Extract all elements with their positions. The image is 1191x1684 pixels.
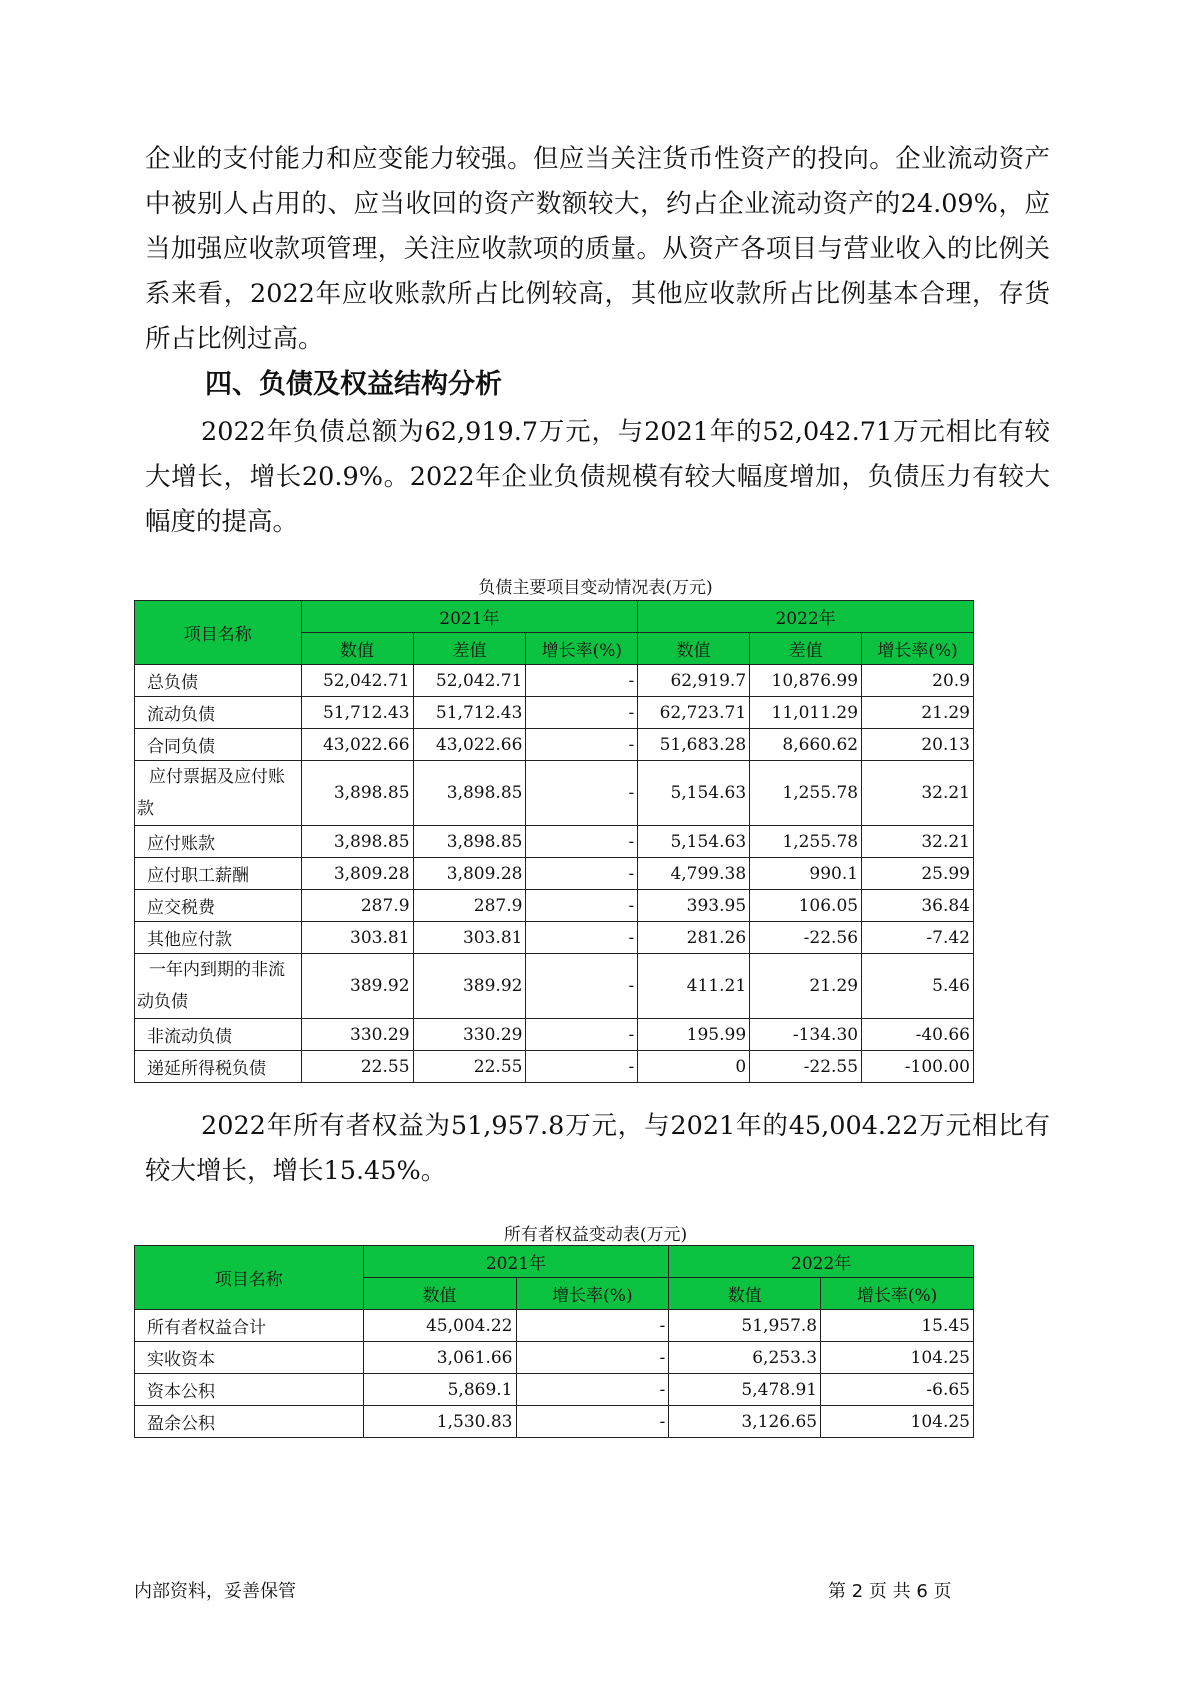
table-cell: 3,898.85 (413, 826, 526, 858)
liability-table (134, 600, 974, 1083)
table-cell: - (526, 697, 638, 729)
year-2021-header: 2021年 (363, 1246, 669, 1278)
column-header: 差值 (750, 633, 862, 665)
table-row (135, 761, 974, 826)
table-cell: 389.92 (413, 954, 526, 1019)
table-row (135, 954, 974, 1019)
table-cell: 20.9 (862, 665, 974, 697)
table-cell: 3,898.85 (301, 826, 413, 858)
table-cell: 32.21 (862, 761, 974, 826)
equity-table-body (135, 1310, 974, 1438)
table-cell: 25.99 (862, 858, 974, 890)
table-cell: - (526, 665, 638, 697)
table-cell: 8,660.62 (750, 729, 862, 761)
liability-paragraph: 2022年负债总额为62,919.7万元，与2021年的52,042.71万元相比有较大增长，增长20.9%。2022年企业负债规模有较大幅度增加，负债压力有较大幅度的提高。 (145, 417, 1050, 537)
column-header: 增长率(%) (526, 633, 638, 665)
table-cell: 15.45 (821, 1310, 974, 1342)
table-cell: 195.99 (638, 1019, 750, 1051)
table-cell: -40.66 (862, 1019, 974, 1051)
table-row (135, 665, 974, 697)
table-cell: 330.29 (413, 1019, 526, 1051)
liability-table-body (135, 665, 974, 1083)
row-label: 其他应付款 (135, 922, 302, 954)
table-cell: 393.95 (638, 890, 750, 922)
table-cell: 52,042.71 (413, 665, 526, 697)
table-cell: 5,869.1 (363, 1374, 516, 1406)
table-cell: 303.81 (413, 922, 526, 954)
table-cell: - (526, 761, 638, 826)
table-cell: 43,022.66 (301, 729, 413, 761)
table-row (135, 1019, 974, 1051)
table-row (135, 826, 974, 858)
table-cell: 0 (638, 1051, 750, 1083)
table-cell: 22.55 (413, 1051, 526, 1083)
table-cell: 5,154.63 (638, 761, 750, 826)
column-header: 增长率(%) (516, 1278, 669, 1310)
table-row (135, 1051, 974, 1083)
item-name-header: 项目名称 (135, 601, 302, 665)
table2-caption: 所有者权益变动表(万元) (503, 1225, 688, 1245)
row-label: 实收资本 (135, 1342, 364, 1374)
equity-table (134, 1245, 974, 1438)
row-label: 合同负债 (135, 729, 302, 761)
table-row (135, 858, 974, 890)
table-cell: 3,061.66 (363, 1342, 516, 1374)
table-cell: 4,799.38 (638, 858, 750, 890)
table-cell: -134.30 (750, 1019, 862, 1051)
table-row (135, 922, 974, 954)
column-header: 数值 (669, 1278, 821, 1310)
footer-left: 内部资料，妥善保管 (134, 1581, 296, 1602)
row-label: 盈余公积 (135, 1406, 364, 1438)
table-row (135, 890, 974, 922)
table-cell: 3,809.28 (413, 858, 526, 890)
table-cell: 51,683.28 (638, 729, 750, 761)
row-label: 所有者权益合计 (135, 1310, 364, 1342)
table-cell: - (516, 1310, 669, 1342)
table-cell: 36.84 (862, 890, 974, 922)
row-label: 应交税费 (135, 890, 302, 922)
table-cell: 106.05 (750, 890, 862, 922)
table-cell: 5.46 (862, 954, 974, 1019)
intro-paragraph: 企业的支付能力和应变能力较强。但应当关注货币性资产的投向。企业流动资产中被别人占用的、应当收回的资产数额较大，约占企业流动资产的24.09%，应当加强应收款项管理，关注应收款项的质量。从资产各项目与营业收入的比例关系来看，2022年应收账款所占比例较高，其他应收款所占比例基本合理，存货所占比例过高。 (145, 144, 1050, 354)
table-cell: 411.21 (638, 954, 750, 1019)
column-header: 数值 (363, 1278, 516, 1310)
table-cell: 21.29 (750, 954, 862, 1019)
table-cell: 5,154.63 (638, 826, 750, 858)
column-header: 增长率(%) (862, 633, 974, 665)
row-label: 应付职工薪酬 (135, 858, 302, 890)
table-cell: 22.55 (301, 1051, 413, 1083)
section-heading: 四、负债及权益结构分析 (205, 369, 502, 400)
item-name-header: 项目名称 (135, 1246, 364, 1310)
column-header: 差值 (413, 633, 526, 665)
row-label: 总负债 (135, 665, 302, 697)
table1-caption: 负债主要项目变动情况表(万元) (478, 578, 713, 598)
year-2022-header: 2022年 (669, 1246, 974, 1278)
table-cell: 3,126.65 (669, 1406, 821, 1438)
table-cell: -22.56 (750, 922, 862, 954)
column-header: 增长率(%) (821, 1278, 974, 1310)
table-cell: 45,004.22 (363, 1310, 516, 1342)
table-cell: 104.25 (821, 1342, 974, 1374)
column-header: 数值 (301, 633, 413, 665)
table-cell: - (526, 729, 638, 761)
table-cell: 5,478.91 (669, 1374, 821, 1406)
table-cell: - (516, 1406, 669, 1438)
table-cell: 6,253.3 (669, 1342, 821, 1374)
table-cell: - (526, 954, 638, 1019)
table-cell: 1,255.78 (750, 761, 862, 826)
row-label: 递延所得税负债 (135, 1051, 302, 1083)
table-cell: 990.1 (750, 858, 862, 890)
row-label: 应付票据及应付账款 (135, 761, 302, 826)
table-cell: 10,876.99 (750, 665, 862, 697)
table-row (135, 697, 974, 729)
table-cell: 3,898.85 (301, 761, 413, 826)
table-cell: 1,255.78 (750, 826, 862, 858)
table-cell: 104.25 (821, 1406, 974, 1438)
row-label: 资本公积 (135, 1374, 364, 1406)
table-cell: - (516, 1342, 669, 1374)
liability-table-header-row (135, 601, 974, 633)
table-cell: 62,919.7 (638, 665, 750, 697)
equity-paragraph-block (145, 1104, 1050, 1194)
table-cell: 1,530.83 (363, 1406, 516, 1438)
table-cell: 330.29 (301, 1019, 413, 1051)
table-cell: - (526, 890, 638, 922)
table-cell: 287.9 (301, 890, 413, 922)
table-cell: 3,809.28 (301, 858, 413, 890)
table-cell: - (526, 1051, 638, 1083)
table-row (135, 1310, 974, 1342)
table-cell: - (526, 826, 638, 858)
footer-page-number: 第 2 页 共 6 页 (828, 1581, 952, 1602)
table-cell: 51,712.43 (301, 697, 413, 729)
table-cell: 11,011.29 (750, 697, 862, 729)
column-header: 数值 (638, 633, 750, 665)
table-cell: 62,723.71 (638, 697, 750, 729)
year-2021-header: 2021年 (301, 601, 638, 633)
table-cell: 51,957.8 (669, 1310, 821, 1342)
row-label: 一年内到期的非流动负债 (135, 954, 302, 1019)
table-cell: -6.65 (821, 1374, 974, 1406)
table-cell: 21.29 (862, 697, 974, 729)
table-cell: 389.92 (301, 954, 413, 1019)
year-2022-header: 2022年 (638, 601, 974, 633)
table-row (135, 729, 974, 761)
table-cell: - (516, 1374, 669, 1406)
table-cell: 43,022.66 (413, 729, 526, 761)
intro-paragraph-block (145, 137, 1050, 362)
table-cell: 303.81 (301, 922, 413, 954)
table-cell: - (526, 1019, 638, 1051)
row-label: 流动负债 (135, 697, 302, 729)
table-cell: -100.00 (862, 1051, 974, 1083)
table-cell: -7.42 (862, 922, 974, 954)
table-row (135, 1374, 974, 1406)
table-cell: 32.21 (862, 826, 974, 858)
row-label: 非流动负债 (135, 1019, 302, 1051)
table-row (135, 1406, 974, 1438)
table-cell: 281.26 (638, 922, 750, 954)
table-cell: - (526, 858, 638, 890)
liability-paragraph-block (145, 410, 1050, 545)
table-cell: 52,042.71 (301, 665, 413, 697)
table-cell: 20.13 (862, 729, 974, 761)
table-cell: -22.55 (750, 1051, 862, 1083)
table-cell: 287.9 (413, 890, 526, 922)
table-cell: - (526, 922, 638, 954)
row-label: 应付账款 (135, 826, 302, 858)
table-cell: 51,712.43 (413, 697, 526, 729)
equity-paragraph: 2022年所有者权益为51,957.8万元，与2021年的45,004.22万元相比有较大增长，增长15.45%。 (145, 1111, 1050, 1186)
equity-table-header-row (135, 1246, 974, 1278)
table-row (135, 1342, 974, 1374)
table-cell: 3,898.85 (413, 761, 526, 826)
